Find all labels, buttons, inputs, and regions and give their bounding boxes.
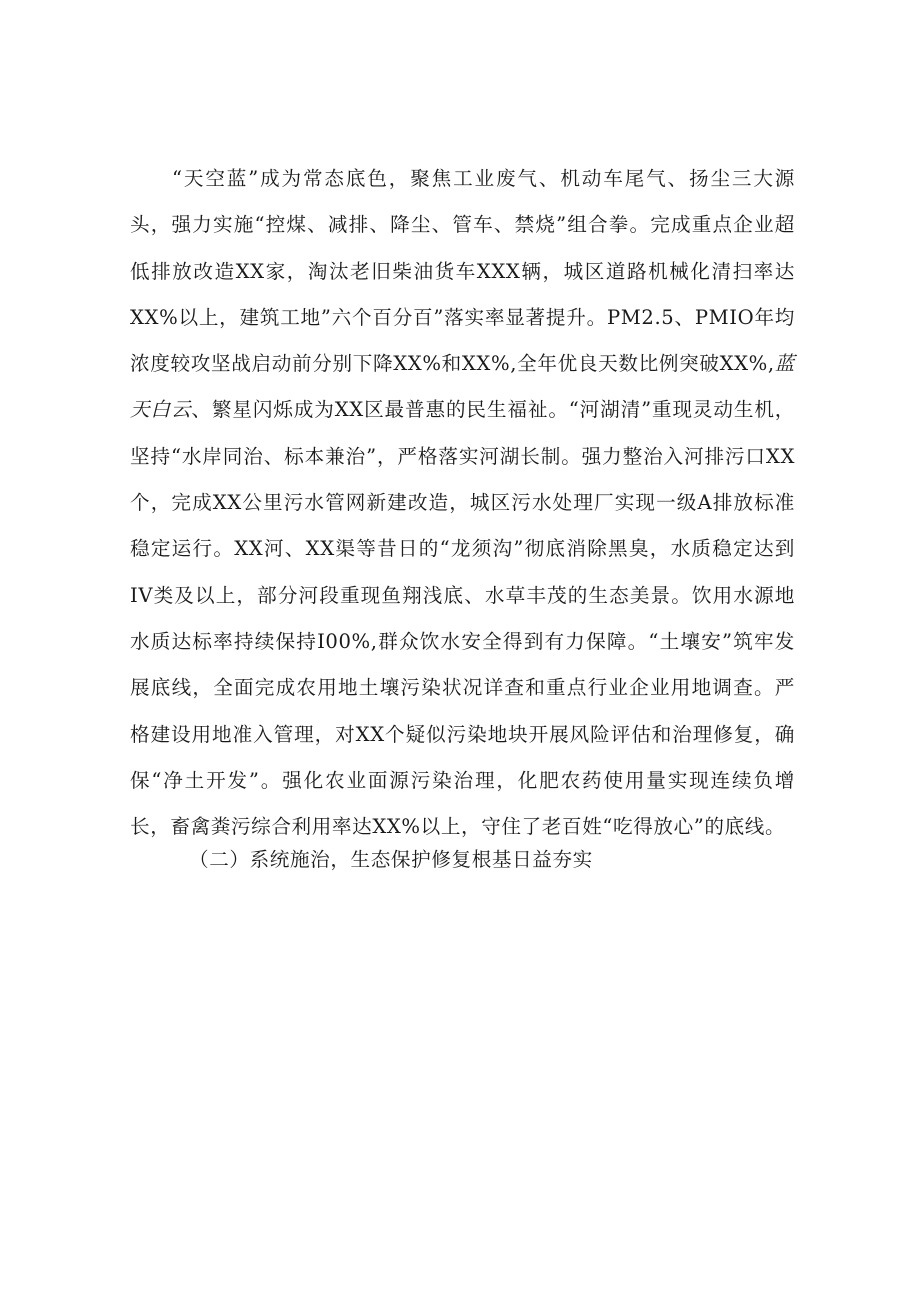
paragraph-text-part-2: 、繁星闪烁成为XX区最普惠的民生福祉。“河湖清”重现灵动生机，坚持“水岸同治、标本兼治”，严格落实河湖长制。强力整治入河排污口XX个，完成XX公里污水管网新建改造，城区污水处理厂实现一级A排放标准稳定运行。XX河、XX渠等昔日的“龙须沟”彻底消除黑臭，水质稳定达到IV类及以上，部分河段重现鱼翔浅底、水草丰茂的生态美景。饮用水源地水质达标率持续保持I00%,群众饮水安全得到有力保障。“土壤安”筑牢发展底线，全面完成农用地土壤污染状况详查和重点行业企业用地调查。严格建设用地准入管理，对XX个疑似污染地块开展风险评估和治理修复，确保“净土开发”。强化农业面源污染治理，化肥农药使用量实现连续负增长，畜禽粪污综合利用率达XX%以上，守住了老百姓“吃得放心”的底线。 [130,398,795,839]
paragraph-text-part-1: “天空蓝”成为常态底色，聚焦工业废气、机动车尾气、扬尘三大源头，强力实施“控煤、减排、降尘、管车、禁烧”组合拳。完成重点企业超低排放改造XX家，淘汰老旧柴油货车XXX辆，城区道路机械化清扫率达XX%以上，建筑工地”六个百分百”落实率显著提升。PM2.5、PMIO年均浓度较攻坚战启动前分别下降XX%和XX%,全年优良天数比例突破XX%, [130,167,795,376]
section-heading: （二）系统施治，生态保护修复根基日益夯实 [189,848,593,871]
body-paragraph [130,156,795,850]
paragraph-italic-phrase: 蓝天白云 [130,352,795,422]
